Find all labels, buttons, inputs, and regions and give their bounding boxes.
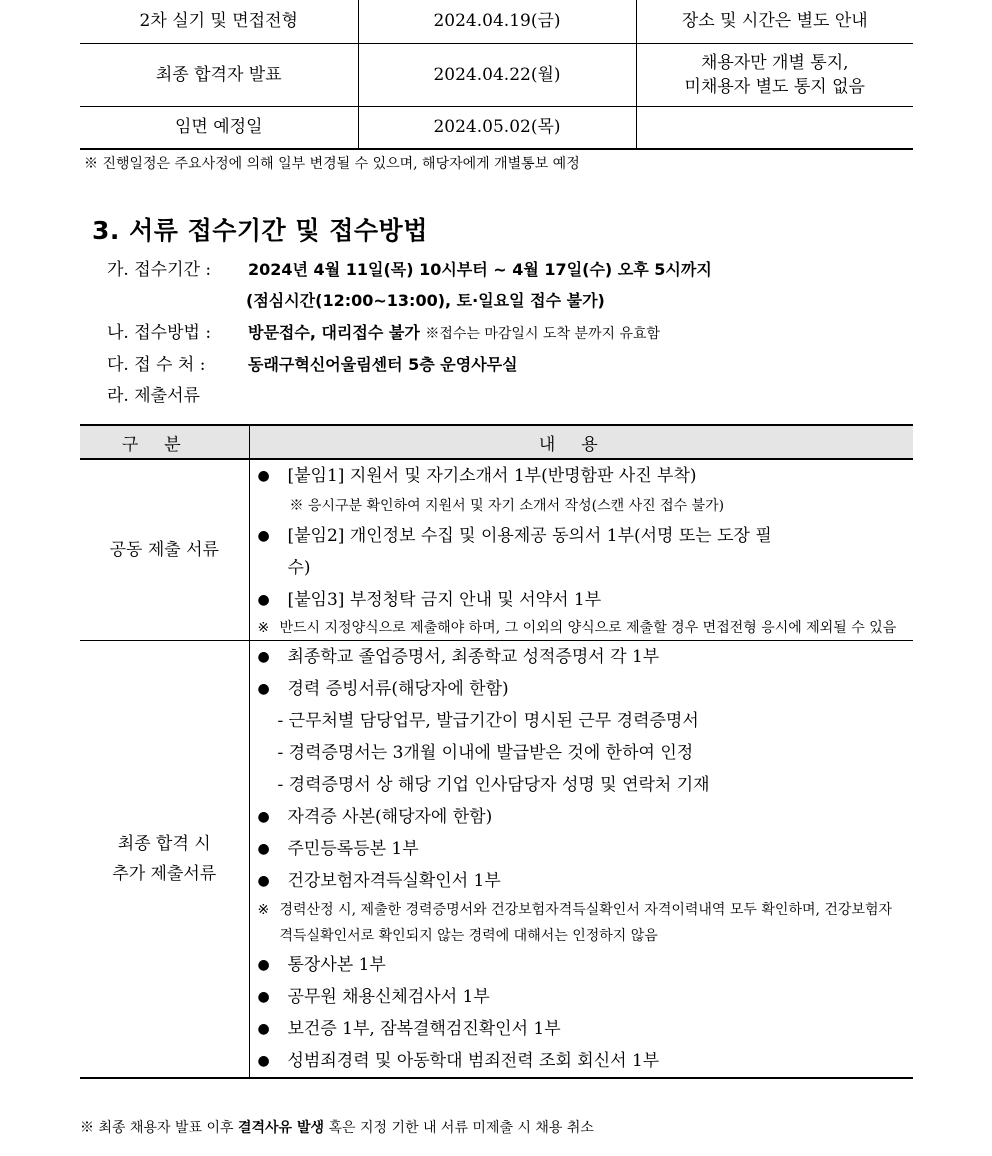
method-label: 나. 접수방법 : [107,323,212,343]
note-cell [636,43,913,106]
list-item [250,833,914,865]
list-item [250,949,914,981]
item-text: 경력 증빙서류(해당자에 한함) [287,679,509,699]
item-subnote: ※ 응시구분 확인하여 지원서 및 자기 소개서 작성(스캔 사진 접수 불가) [289,498,725,514]
date-cell: 2024.04.19(금) [358,0,636,43]
documents-table [80,424,913,1079]
warning-note [250,897,914,949]
list-item [250,460,914,492]
date-cell: 2024.05.02(목) [358,106,636,149]
category-line: 추가 제출서류 [112,864,217,884]
period-sub: (점심시간(12:00~13:00), 토·일요일 접수 불가) [246,291,605,310]
stage-cell: 임면 예정일 [80,106,358,149]
note-cell: 장소 및 시간은 별도 안내 [636,0,913,43]
table-row [80,43,913,106]
table-row [80,106,913,149]
item-text: 건강보험자격득실확인서 1부 [287,871,501,891]
category-cell: 공동 제출 서류 [80,459,249,641]
item-text: 성범죄경력 및 아동학대 범죄전력 조회 회신서 1부 [287,1051,660,1071]
item-text: 통장사본 1부 [287,955,386,975]
final-docs-list [250,949,914,1077]
list-item [250,520,914,584]
header-category: 구분 [80,425,249,459]
table-row [80,0,913,43]
note-line: 채용자만 개별 통지, [700,52,849,73]
dash-item: - 경력증명서는 3개월 이내에 발급받은 것에 한하여 인정 [277,743,694,763]
table-header-row [80,425,913,459]
place-value: 동래구혁신어울림센터 5층 운영사무실 [248,355,518,374]
section-heading: 3. 서류 접수기간 및 접수방법 [92,216,428,245]
item-text: [붙임2] 개인정보 수집 및 이용제공 동의서 1부(서명 또는 도장 필 [287,526,772,546]
bullet-icon: ● [257,468,270,484]
method-value [248,321,660,346]
bullet-icon: ● [257,873,270,889]
footer-suffix: 혹은 지정 기한 내 서류 미제출 시 채용 취소 [324,1120,594,1136]
stage-cell: 최종 합격자 발표 [80,43,358,106]
bullet-icon: ● [257,957,270,973]
bullet-icon: ● [257,1053,270,1069]
item-text: 주민등록등본 1부 [287,839,419,859]
list-item [250,641,914,673]
bullet-icon: ● [257,528,270,544]
period-value: 2024년 4월 11일(목) 10시부터 ~ 4월 17일(수) 오후 5시까지 [248,260,712,279]
docs-label: 라. 제출서류 [107,386,200,406]
item-text: [붙임1] 지원서 및 자기소개서 1부(반명함판 사진 부착) [287,466,697,486]
item-text: 자격증 사본(해당자에 한함) [287,807,493,827]
bullet-icon: ● [257,989,270,1005]
dash-item: - 경력증명서 상 해당 기업 인사담당자 성명 및 연락처 기재 [277,775,710,795]
place-label: 다. 접 수 처 : [107,355,206,375]
content-cell [249,641,913,1079]
dash-item: - 근무처별 담당업무, 발급기간이 명시된 근무 경력증명서 [277,711,699,731]
category-cell [80,641,249,1079]
item-text: [붙임3] 부정청탁 금지 안내 및 서약서 1부 [287,590,602,610]
warning-text: 경력산정 시, 제출한 경력증명서와 건강보험자격득실확인서 자격이력내역 모두 확인하며, 건강보험자격득실확인서로 확인되지 않는 경력에 대해서는 인정하지 않음 [279,902,893,944]
list-item [250,673,914,705]
warning-note [250,620,914,637]
header-content: 내용 [249,425,913,459]
note-line: 미채용자 별도 통지 없음 [684,76,865,97]
content-cell [249,459,913,641]
footer-note [80,1118,594,1138]
period-label: 가. 접수기간 : [107,260,212,280]
reference-mark-icon: ※ [257,902,270,918]
common-docs-list [250,460,914,492]
date-cell: 2024.04.22(월) [358,43,636,106]
item-text: 보건증 1부, 잠복결핵검진확인서 1부 [287,1019,561,1039]
footer-prefix: ※ 최종 채용자 발표 이후 [80,1120,238,1136]
bullet-icon: ● [257,649,270,665]
note-cell [636,106,913,149]
list-item [250,584,914,616]
list-item [250,865,914,897]
warning-text: 반드시 지정양식으로 제출해야 하며, 그 이외의 양식으로 제출할 경우 면접전형 응시에 제외될 수 있음 [279,620,897,636]
bullet-icon: ● [257,592,270,608]
bullet-icon: ● [257,841,270,857]
footer-bold: 결격사유 발생 [237,1120,324,1136]
bullet-icon: ● [257,681,270,697]
list-item [250,801,914,833]
table-row [80,459,913,641]
list-item [250,1013,914,1045]
item-text: 수) [287,558,311,578]
list-item [250,1045,914,1077]
stage-cell: 2차 실기 및 면접전형 [80,0,358,43]
schedule-table [80,0,913,150]
reference-mark-icon: ※ [257,620,270,636]
item-text: 최종학교 졸업증명서, 최종학교 성적증명서 각 1부 [287,647,660,667]
list-item [250,981,914,1013]
item-text: 공무원 채용신체검사서 1부 [287,987,490,1007]
bullet-icon: ● [257,809,270,825]
common-docs-list [250,520,914,616]
schedule-footnote: ※ 진행일정은 주요사정에 의해 일부 변경될 수 있으며, 해당자에게 개별통보 예정 [84,156,580,172]
method-note: ※접수는 마감일시 도착 분까지 유효함 [425,326,661,342]
bullet-icon: ● [257,1021,270,1037]
table-row [80,641,913,1079]
method-value-text: 방문접수, 대리접수 불가 [248,323,420,342]
final-docs-list [250,801,914,897]
final-docs-list [250,641,914,705]
category-line: 최종 합격 시 [117,834,211,854]
